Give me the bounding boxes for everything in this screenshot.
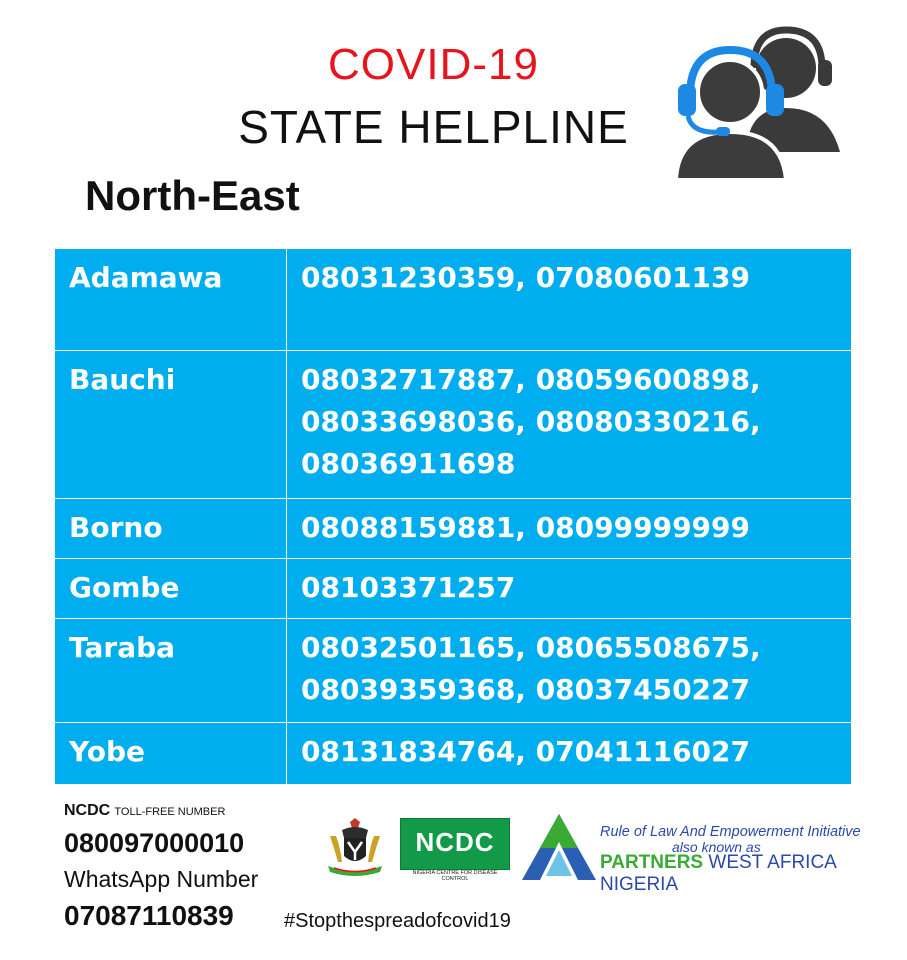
state-name: Yobe — [55, 723, 287, 785]
nigeria-coat-of-arms-icon — [320, 818, 390, 880]
phone-numbers: 08088159881, 08099999999 — [287, 499, 852, 559]
helpline-table — [54, 248, 852, 785]
table-row — [55, 619, 852, 723]
state-name: Gombe — [55, 559, 287, 619]
phone-numbers: 08032717887, 08059600898, 08033698036, 08080330216, 08036911698 — [287, 351, 852, 499]
table-row — [55, 559, 852, 619]
state-name: Adamawa — [55, 249, 287, 351]
state-name: Borno — [55, 499, 287, 559]
phone-numbers: 08032501165, 08065508675, 08039359368, 08037450227 — [287, 619, 852, 723]
phone-numbers: 08103371257 — [287, 559, 852, 619]
table-row — [55, 723, 852, 785]
tollfree-label: TOLL-FREE NUMBER — [114, 806, 226, 818]
partner-org-name: Rule of Law And Empowerment Initiative — [600, 824, 861, 840]
partner-brand-b: WEST AFRICA NIGERIA — [600, 852, 836, 895]
whatsapp-label: WhatsApp Number — [64, 866, 259, 892]
state-name: Taraba — [55, 619, 287, 723]
ncdc-logo-subtext: NIGERIA CENTRE FOR DISEASE CONTROL — [412, 870, 498, 882]
ncdc-tollfree-label — [64, 802, 225, 820]
whatsapp-number: 07087110839 — [64, 900, 234, 931]
ncdc-label: NCDC — [64, 802, 111, 819]
ncdc-logo-text: NCDC — [415, 827, 495, 857]
customer-support-headset-icon — [668, 16, 860, 186]
hashtag: #Stopthespreadofcovid19 — [284, 910, 511, 932]
poster-title-helpline: STATE HELPLINE — [238, 101, 629, 153]
partners-west-africa-logo-icon — [520, 812, 598, 882]
table-row — [55, 499, 852, 559]
phone-numbers: 08131834764, 07041116027 — [287, 723, 852, 785]
state-name: Bauchi — [55, 351, 287, 499]
table-row — [55, 249, 852, 351]
poster-title-covid: COVID-19 — [328, 40, 539, 89]
partner-aka: also known as — [672, 839, 761, 855]
partner-brand — [600, 852, 907, 896]
phone-numbers: 08031230359, 07080601139 — [287, 249, 852, 351]
region-heading: North-East — [85, 172, 300, 219]
table-row — [55, 351, 852, 499]
tollfree-number: 080097000010 — [64, 828, 245, 858]
partner-brand-a: PARTNERS — [600, 852, 704, 873]
ncdc-logo — [400, 818, 510, 880]
